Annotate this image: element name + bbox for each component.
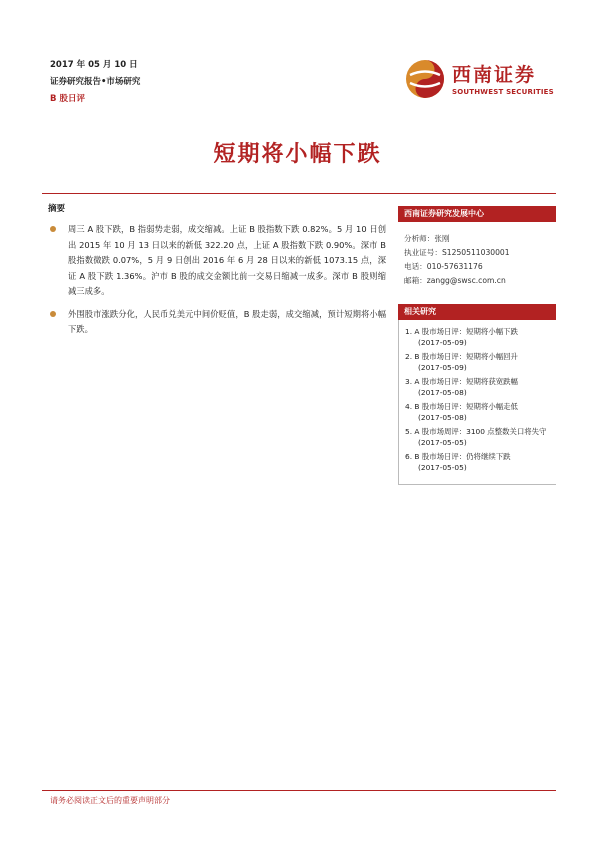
related-item-title: 1. A 股市场日评：短期将小幅下跌 xyxy=(405,327,518,336)
related-item-title: 6. B 股市场日评：仍将继续下跌 xyxy=(405,452,511,461)
footer-disclaimer: 请务必阅读正文后的重要声明部分 xyxy=(50,796,170,805)
research-center-heading: 西南证券研究发展中心 xyxy=(398,206,556,222)
analyst-license: 执业证号：S1250511030001 xyxy=(404,248,510,257)
related-item[interactable] xyxy=(405,326,552,348)
related-item[interactable] xyxy=(405,401,552,423)
analyst-info xyxy=(398,222,556,292)
related-item-title: 4. B 股市场日评：短期将小幅走低 xyxy=(405,402,518,411)
bullet-dot-icon xyxy=(50,311,56,317)
related-item-date: (2017-05-09) xyxy=(418,363,467,372)
logo-name-cn: 西南证券 xyxy=(452,64,537,86)
related-item-title: 3. A 股市场日评：短期将获宽跌幅 xyxy=(405,377,518,386)
related-item-title: 2. B 股市场日评：短期将小幅回升 xyxy=(405,352,518,361)
report-date: 2017 年 05 月 10 日 xyxy=(50,60,138,70)
analyst-email[interactable]: 邮箱：zangg@swsc.com.cn xyxy=(404,276,506,285)
related-item-date: (2017-05-05) xyxy=(418,438,467,447)
top-divider xyxy=(42,193,556,194)
related-item-date: (2017-05-05) xyxy=(418,463,467,472)
report-category: B 股日评 xyxy=(50,94,85,104)
report-type: 证券研究报告•市场研究 xyxy=(50,77,141,87)
summary-section xyxy=(46,202,386,345)
summary-bullet xyxy=(46,222,386,300)
related-item[interactable] xyxy=(405,376,552,398)
report-meta xyxy=(50,57,140,108)
related-item-date: (2017-05-08) xyxy=(418,413,467,422)
summary-bullet xyxy=(46,307,386,338)
related-research xyxy=(398,304,556,485)
logo-emblem-icon xyxy=(404,58,446,100)
related-list xyxy=(398,320,556,485)
related-item[interactable] xyxy=(405,426,552,448)
analyst-name: 分析师：张刚 xyxy=(404,234,450,243)
related-item[interactable] xyxy=(405,451,552,473)
company-logo xyxy=(404,56,564,104)
sidebar xyxy=(398,206,556,485)
bullet-dot-icon xyxy=(50,226,56,232)
related-item-title: 5. A 股市场周评：3100 点整数关口将失守 xyxy=(405,427,547,436)
related-item[interactable] xyxy=(405,351,552,373)
bottom-divider xyxy=(42,790,556,791)
logo-name-en: SOUTHWEST SECURITIES xyxy=(452,88,554,96)
summary-bullet-text: 外围股市涨跌分化，人民币兑美元中间价贬值，B 股走弱，成交缩减，预计短期将小幅下跌。 xyxy=(68,308,386,334)
page-title: 短期将小幅下跌 xyxy=(213,141,382,167)
summary-bullet-text: 周三 A 股下跌，B 指弱势走弱，成交缩减。上证 B 股指数下跌 0.82%。5 月 10 日创出 2015 年 10 月 13 日以来的新低 322.20 点，上证 A 股指数下跌 0.90%。深市 B 股指数微跌 0.07%，5 月 9 日创出 2016 年 6 月 28 日以来的新低 1073.15 点，深证 A 股下跌 1.36%。沪市 B 股的成交金额比前一交易日缩减一成多。深市 B 股则缩减三成多。 xyxy=(68,224,386,296)
related-research-heading: 相关研究 xyxy=(398,304,556,320)
summary-heading: 摘要 xyxy=(48,204,66,214)
related-item-date: (2017-05-09) xyxy=(418,338,467,347)
analyst-phone: 电话：010-57631176 xyxy=(404,262,483,271)
related-item-date: (2017-05-08) xyxy=(418,388,467,397)
